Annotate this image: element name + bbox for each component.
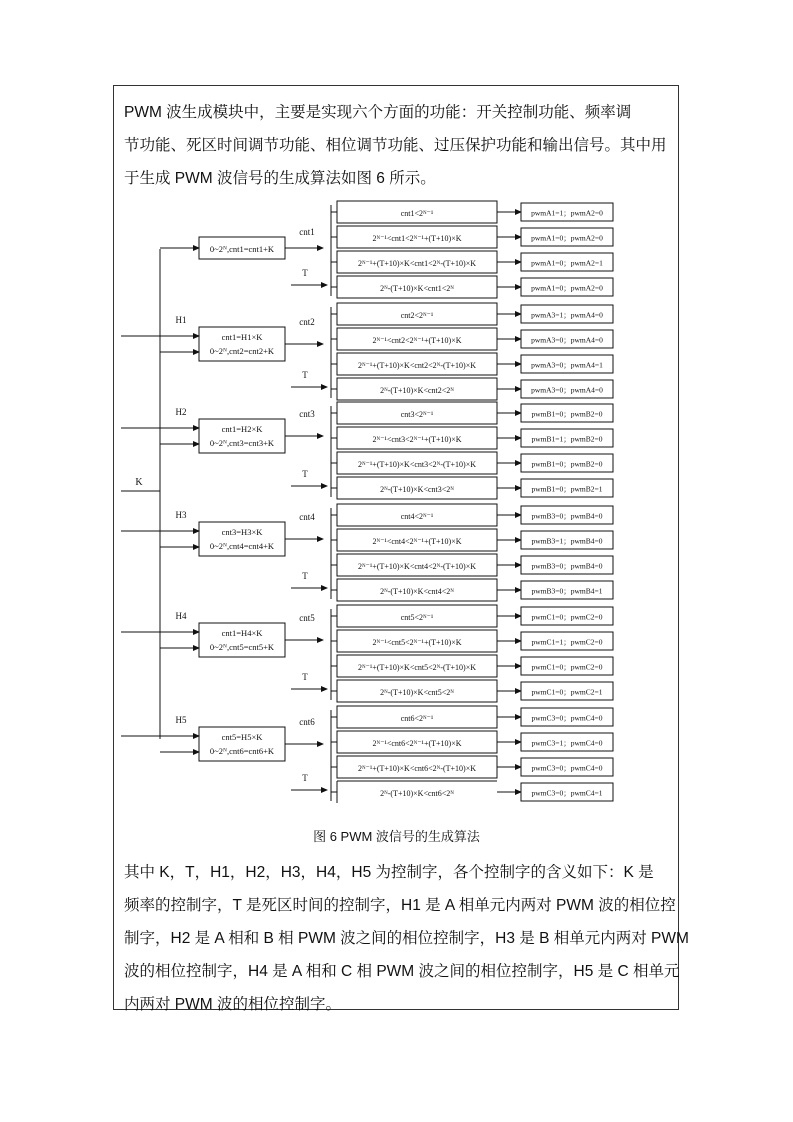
counter-box-text: cnt1=H2×K (221, 424, 263, 434)
cnt-label: cnt5 (299, 613, 315, 623)
t-label: T (302, 370, 308, 380)
condition-text: cnt4<2ᴺ⁻¹ (400, 512, 434, 521)
condition-text: 2ᴺ-(T+10)×K<cnt3<2ᴺ (380, 485, 454, 494)
counter-box-text: 0~2ᴺ,cnt4=cnt4+K (209, 541, 275, 551)
counter-box-text: 0~2ᴺ,cnt5=cnt5+K (209, 642, 275, 652)
condition-text: 2ᴺ-(T+10)×K<cnt1<2ᴺ (380, 284, 454, 293)
condition-text: 2ᴺ-(T+10)×K<cnt4<2ᴺ (380, 587, 454, 596)
counter-box-text: 0~2ᴺ,cnt2=cnt2+K (209, 346, 275, 356)
k-label: K (135, 477, 143, 488)
condition-text: 2ᴺ⁻¹+(T+10)×K<cnt1<2ᴺ-(T+10)×K (357, 259, 477, 268)
condition-text: 2ᴺ-(T+10)×K<cnt6<2ᴺ (380, 789, 454, 798)
cnt-label: cnt6 (299, 717, 315, 727)
h-label: H4 (175, 611, 187, 621)
figure-caption: 图 6 PWM 波信号的生成算法 (313, 829, 480, 844)
cnt-label: cnt4 (299, 512, 315, 522)
condition-text: cnt2<2ᴺ⁻¹ (400, 311, 434, 320)
condition-text: 2ᴺ⁻¹+(T+10)×K<cnt5<2ᴺ-(T+10)×K (357, 663, 477, 672)
h-label: H3 (175, 510, 187, 520)
output-text: pwmA3=0；pwmA4=1 (531, 360, 603, 370)
h-label: H2 (175, 407, 187, 417)
intro-paragraph (124, 96, 672, 195)
output-text: pwmA1=1；pwmA2=0 (531, 208, 603, 218)
h-label: H5 (175, 715, 187, 725)
counter-box-text: cnt1=H4×K (221, 628, 263, 638)
output-text: pwmA1=0；pwmA2=0 (531, 283, 603, 293)
output-text: pwmB1=1；pwmB2=0 (531, 434, 603, 444)
text-line: 制字，H2 是 A 相和 B 相 PWM 波之间的相位控制字，H3 是 B 相单元内两对 PWM (124, 930, 689, 947)
output-text: pwmC1=0；pwmC2=0 (531, 612, 603, 622)
output-text: pwmB1=0；pwmB2=0 (531, 409, 603, 419)
output-text: pwmA3=0；pwmA4=0 (531, 335, 603, 345)
cnt-label: cnt1 (299, 227, 315, 237)
text-line: 波的相位控制字，H4 是 A 相和 C 相 PWM 波之间的相位控制字，H5 是 C 相单元 (124, 963, 680, 980)
condition-text: 2ᴺ⁻¹<cnt1<2ᴺ⁻¹+(T+10)×K (372, 234, 462, 243)
output-text: pwmB3=1；pwmB4=0 (531, 536, 603, 546)
output-text: pwmA1=0；pwmA2=0 (531, 233, 603, 243)
condition-text: cnt3<2ᴺ⁻¹ (400, 410, 434, 419)
t-label: T (302, 268, 308, 278)
text-line: 其中 K，T，H1，H2，H3，H4，H5 为控制字，各个控制字的含义如下：K 是 (124, 864, 654, 881)
condition-text: 2ᴺ⁻¹+(T+10)×K<cnt3<2ᴺ-(T+10)×K (357, 460, 477, 469)
output-text: pwmC1=1；pwmC2=0 (531, 637, 603, 647)
counter-box-text: cnt5=H5×K (221, 732, 263, 742)
text-line: 节功能、死区时间调节功能、相位调节功能、过压保护功能和输出信号。其中用 (124, 137, 667, 154)
output-text: pwmB1=0；pwmB2=1 (531, 484, 603, 494)
output-text: pwmA3=1；pwmA4=0 (531, 310, 603, 320)
condition-text: 2ᴺ⁻¹<cnt2<2ᴺ⁻¹+(T+10)×K (372, 336, 462, 345)
output-text: pwmC1=0；pwmC2=0 (531, 662, 603, 672)
condition-text: 2ᴺ⁻¹<cnt3<2ᴺ⁻¹+(T+10)×K (372, 435, 462, 444)
text-line: 频率的控制字，T 是死区时间的控制字，H1 是 A 相单元内两对 PWM 波的相位控 (124, 897, 676, 914)
condition-text: 2ᴺ⁻¹+(T+10)×K<cnt4<2ᴺ-(T+10)×K (357, 562, 477, 571)
output-text: pwmC3=0；pwmC4=1 (531, 788, 603, 798)
t-label: T (302, 672, 308, 682)
condition-text: 2ᴺ-(T+10)×K<cnt5<2ᴺ (380, 688, 454, 697)
counter-box-text: 0~2ᴺ,cnt1=cnt1+K (209, 244, 275, 254)
output-text: pwmC1=0；pwmC2=1 (531, 687, 603, 697)
condition-text: 2ᴺ⁻¹<cnt4<2ᴺ⁻¹+(T+10)×K (372, 537, 462, 546)
text-line: 于生成 PWM 波信号的生成算法如图 6 所示。 (124, 170, 436, 187)
condition-text: 2ᴺ⁻¹<cnt5<2ᴺ⁻¹+(T+10)×K (372, 638, 462, 647)
t-label: T (302, 469, 308, 479)
output-text: pwmB3=0；pwmB4=0 (531, 511, 603, 521)
explanation-paragraph (124, 856, 689, 1021)
output-text: pwmC3=1；pwmC4=0 (531, 738, 603, 748)
t-label: T (302, 773, 308, 783)
counter-box-text: cnt1=H1×K (221, 332, 263, 342)
condition-text: cnt5<2ᴺ⁻¹ (400, 613, 434, 622)
h-label: H1 (175, 315, 187, 325)
pwm-algorithm-diagram (113, 195, 679, 810)
output-text: pwmC3=0；pwmC4=0 (531, 763, 603, 773)
output-text: pwmB3=0；pwmB4=0 (531, 561, 603, 571)
output-text: pwmB3=0；pwmB4=1 (531, 586, 603, 596)
condition-text: 2ᴺ⁻¹+(T+10)×K<cnt6<2ᴺ-(T+10)×K (357, 764, 477, 773)
counter-box-text: 0~2ᴺ,cnt6=cnt6+K (209, 746, 275, 756)
output-text: pwmA1=0；pwmA2=1 (531, 258, 603, 268)
text-line: PWM 波生成模块中，主要是实现六个方面的功能：开关控制功能、频率调 (124, 104, 632, 121)
counter-box-text: cnt3=H3×K (221, 527, 263, 537)
output-text: pwmA3=0；pwmA4=0 (531, 385, 603, 395)
cnt-label: cnt2 (299, 317, 315, 327)
output-text: pwmC3=0；pwmC4=0 (531, 713, 603, 723)
condition-text: 2ᴺ-(T+10)×K<cnt2<2ᴺ (380, 386, 454, 395)
t-label: T (302, 571, 308, 581)
text-line: 内两对 PWM 波的相位控制字。 (124, 996, 341, 1013)
condition-text: 2ᴺ⁻¹+(T+10)×K<cnt2<2ᴺ-(T+10)×K (357, 361, 477, 370)
condition-text: cnt6<2ᴺ⁻¹ (400, 714, 434, 723)
cnt-label: cnt3 (299, 409, 315, 419)
condition-text: cnt1<2ᴺ⁻¹ (400, 209, 434, 218)
counter-box-text: 0~2ᴺ,cnt3=cnt3+K (209, 438, 275, 448)
condition-text: 2ᴺ⁻¹<cnt6<2ᴺ⁻¹+(T+10)×K (372, 739, 462, 748)
output-text: pwmB1=0；pwmB2=0 (531, 459, 603, 469)
